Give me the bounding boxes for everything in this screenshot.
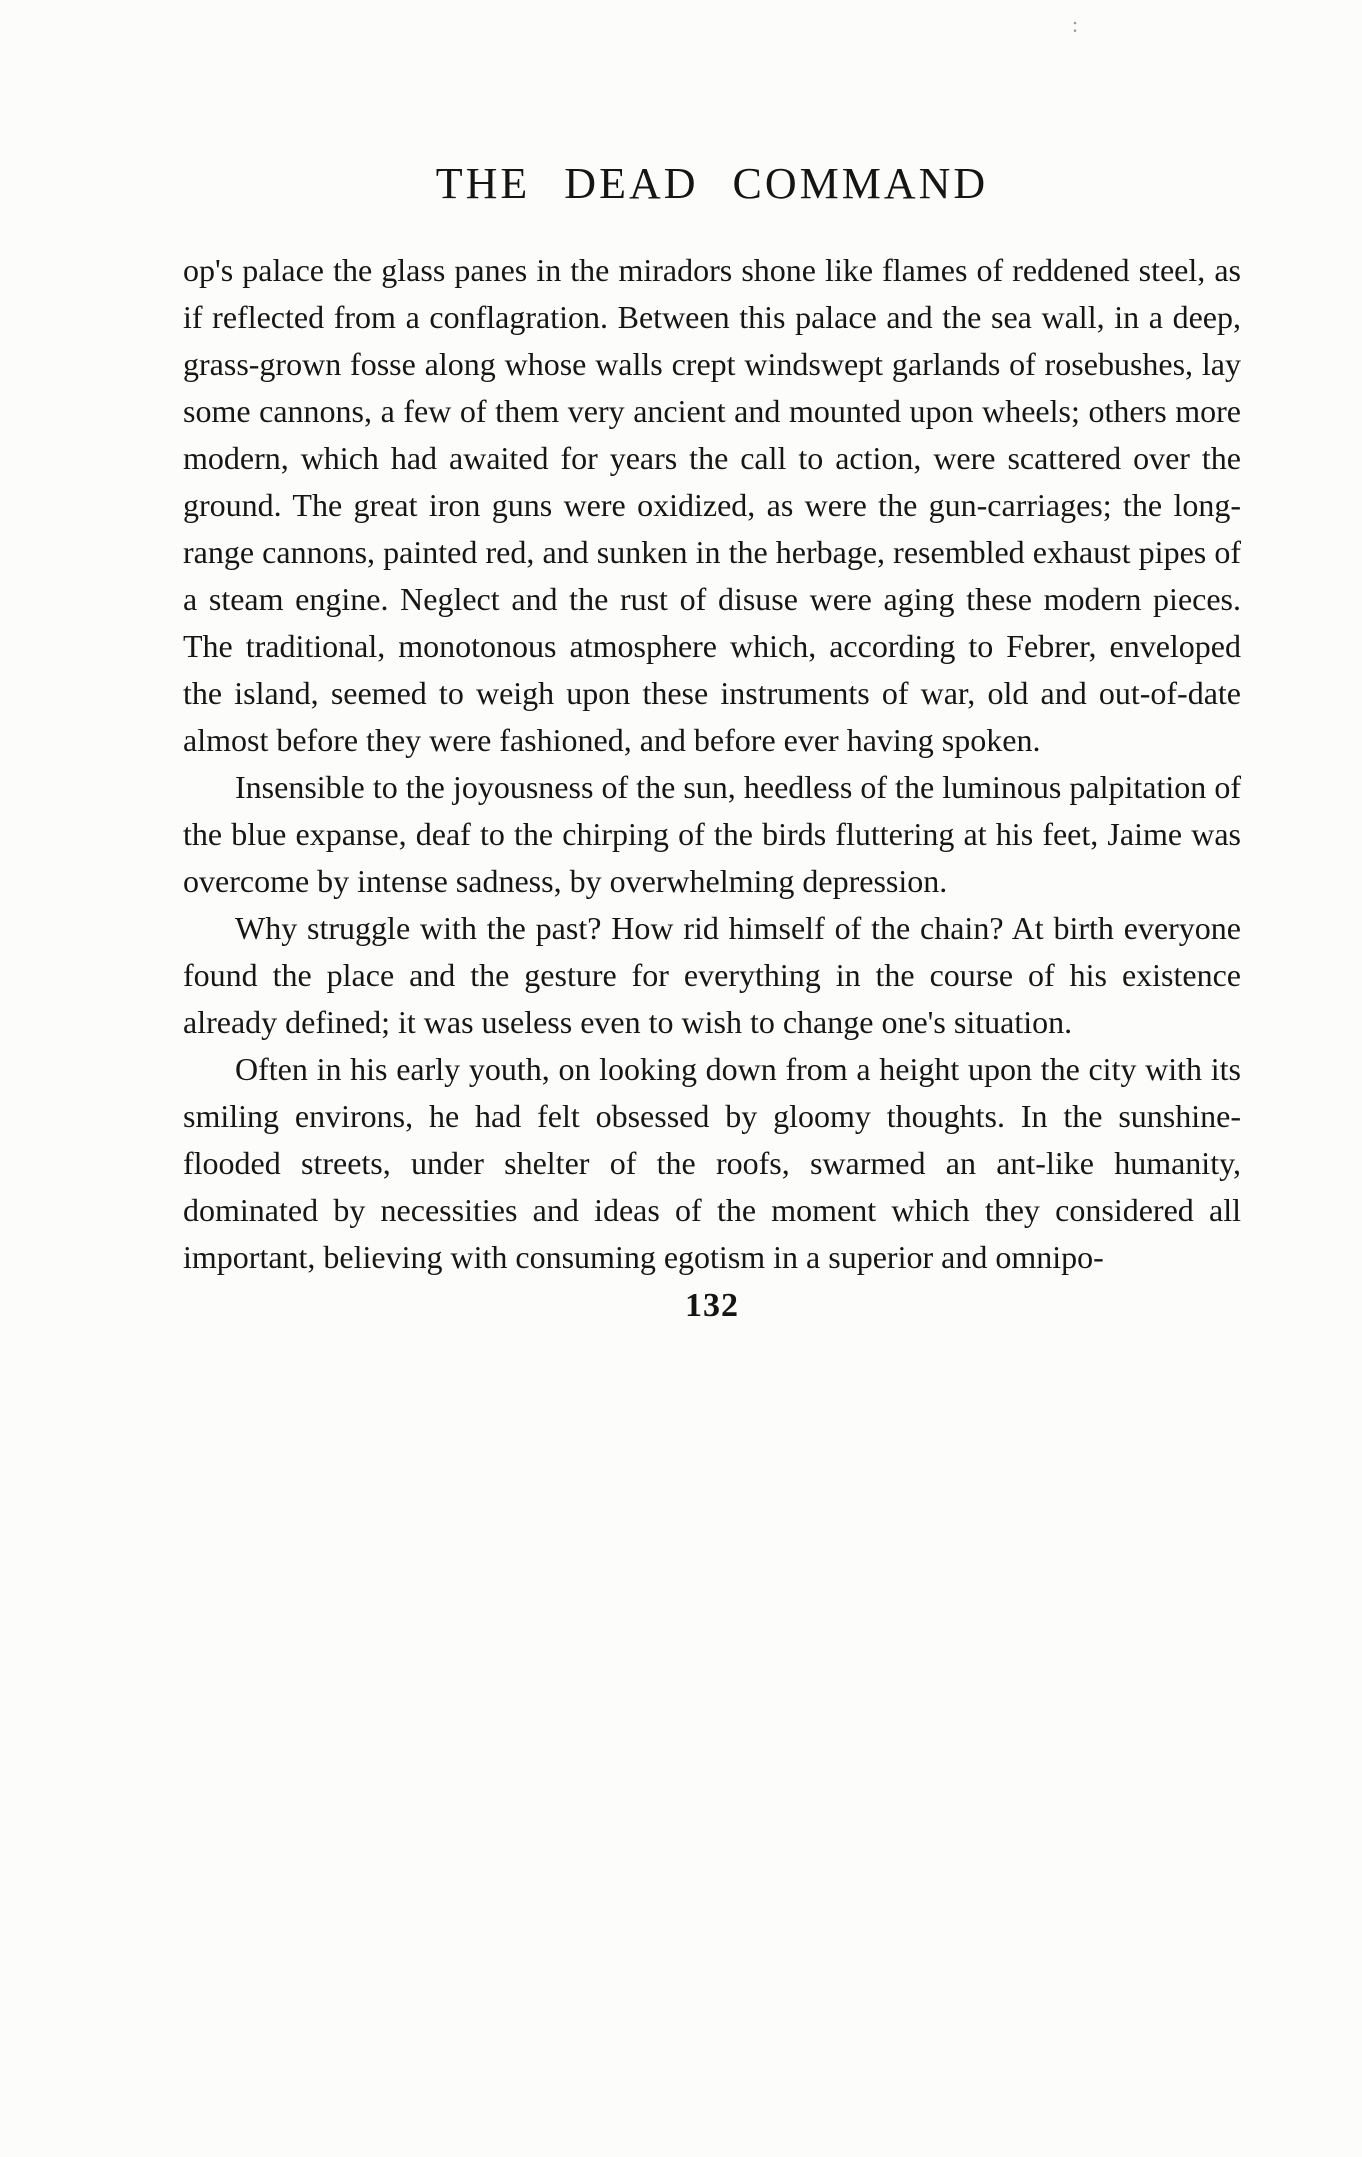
page-number: 132: [685, 1287, 739, 1324]
running-head-title: THE DEAD COMMAND: [435, 159, 989, 208]
paragraph-why-struggle: Why struggle with the past? How rid himself of the chain? At birth everyone found the place and the gesture for everything in the course of his existence already defined; it was useless even to wish to change one's situation.: [183, 910, 1241, 1040]
body-text-block: [183, 247, 1241, 1281]
paragraph-continuation: op's palace the glass panes in the miradors shone like flames of reddened steel, as if reflected from a conflagration. Between this palace and the sea wall, in a deep, grass-grown fosse along whose walls crept windswept garlands of rosebushes, lay some cannons, a few of them very ancient and mounted upon wheels; others more modern, which had awaited for years the call to action, were scattered over the ground. The great iron guns were oxidized, as were the gun-carriages; the long-range cannons, painted red, and sunken in the herbage, resembled exhaust pipes of a steam engine. Neglect and the rust of disuse were aging these modern pieces. The traditional, monotonous atmosphere which, according to Febrer, enveloped the island, seemed to weigh upon these instruments of war, old and out-of-date almost before they were fashioned, and before ever having spoken.: [183, 252, 1241, 758]
paragraph-insensible: Insensible to the joyousness of the sun, heedless of the luminous palpitation of the blue expanse, deaf to the chirping of the birds fluttering at his feet, Jaime was overcome by intense sadness, by overwhelming depression.: [183, 769, 1241, 899]
page-content: [183, 158, 1241, 1325]
scan-artifact-mark: :: [1072, 12, 1079, 37]
paragraph-often-youth: Often in his early youth, on looking down from a height upon the city with its smiling environs, he had felt obsessed by gloomy thoughts. In the sunshine-flooded streets, under shelter of the roofs, swarmed an ant-like humanity, dominated by necessities and ideas of the moment which they considered all important, believing with consuming egotism in a superior and omnipo-: [183, 1051, 1241, 1275]
